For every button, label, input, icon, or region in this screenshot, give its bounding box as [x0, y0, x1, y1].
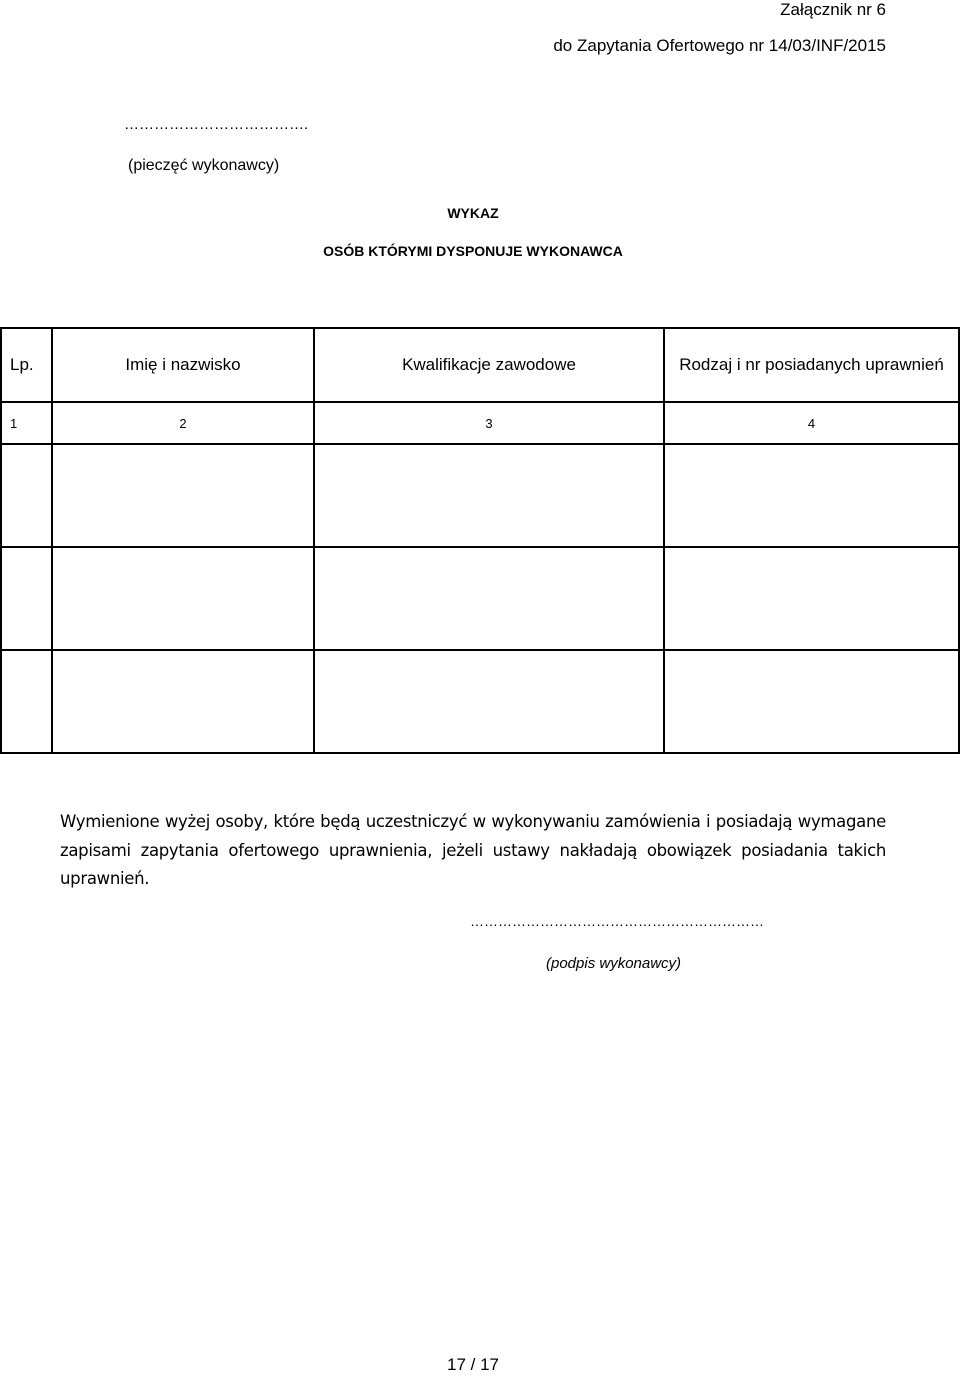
table-cell[interactable] — [52, 444, 314, 547]
table-row — [1, 547, 959, 650]
column-number: 4 — [664, 402, 959, 444]
table-row — [1, 444, 959, 547]
annex-number: Załącznik nr 6 — [780, 0, 886, 19]
column-number: 2 — [52, 402, 314, 444]
table-cell[interactable] — [664, 547, 959, 650]
signature-label: (podpis wykonawcy) — [546, 955, 682, 972]
table-cell[interactable] — [1, 547, 52, 650]
declaration-text: Wymienione wyżej osoby, które będą uczestniczyć w wykonywaniu zamówienia i posiadają wymagane zapisami zapytania ofertowego uprawnienia, jeżeli ustawy nakładają obowiązek posiadania takich uprawnień. — [60, 812, 886, 888]
column-number: 3 — [314, 402, 664, 444]
header-licenses: Rodzaj i nr posiadanych uprawnień — [664, 328, 959, 402]
stamp-label: (pieczęć wykonawcy) — [128, 157, 280, 174]
header-qualifications: Kwalifikacje zawodowe — [314, 328, 664, 402]
table-cell[interactable] — [664, 444, 959, 547]
table-cell[interactable] — [664, 650, 959, 753]
table-cell[interactable] — [314, 547, 664, 650]
table-header-row — [1, 328, 959, 402]
stamp-placeholder-dots: ………………………………. — [124, 116, 309, 133]
table-row — [1, 650, 959, 753]
table-cell[interactable] — [52, 547, 314, 650]
table-cell[interactable] — [1, 444, 52, 547]
inquiry-reference: do Zapytania Ofertowego nr 14/03/INF/2015 — [553, 36, 886, 55]
table-cell[interactable] — [52, 650, 314, 753]
page-number: 17 / 17 — [447, 1355, 499, 1374]
personnel-table — [0, 327, 960, 754]
header-name: Imię i nazwisko — [52, 328, 314, 402]
signature-placeholder-dots: ……………………………………………………… — [470, 913, 764, 929]
document-title: WYKAZ — [447, 205, 499, 221]
table-cell[interactable] — [1, 650, 52, 753]
document-subtitle: OSÓB KTÓRYMI DYSPONUJE WYKONAWCA — [323, 243, 623, 259]
column-number-row — [1, 402, 959, 444]
header-lp: Lp. — [1, 328, 52, 402]
column-number: 1 — [1, 402, 52, 444]
table-cell[interactable] — [314, 650, 664, 753]
table-cell[interactable] — [314, 444, 664, 547]
